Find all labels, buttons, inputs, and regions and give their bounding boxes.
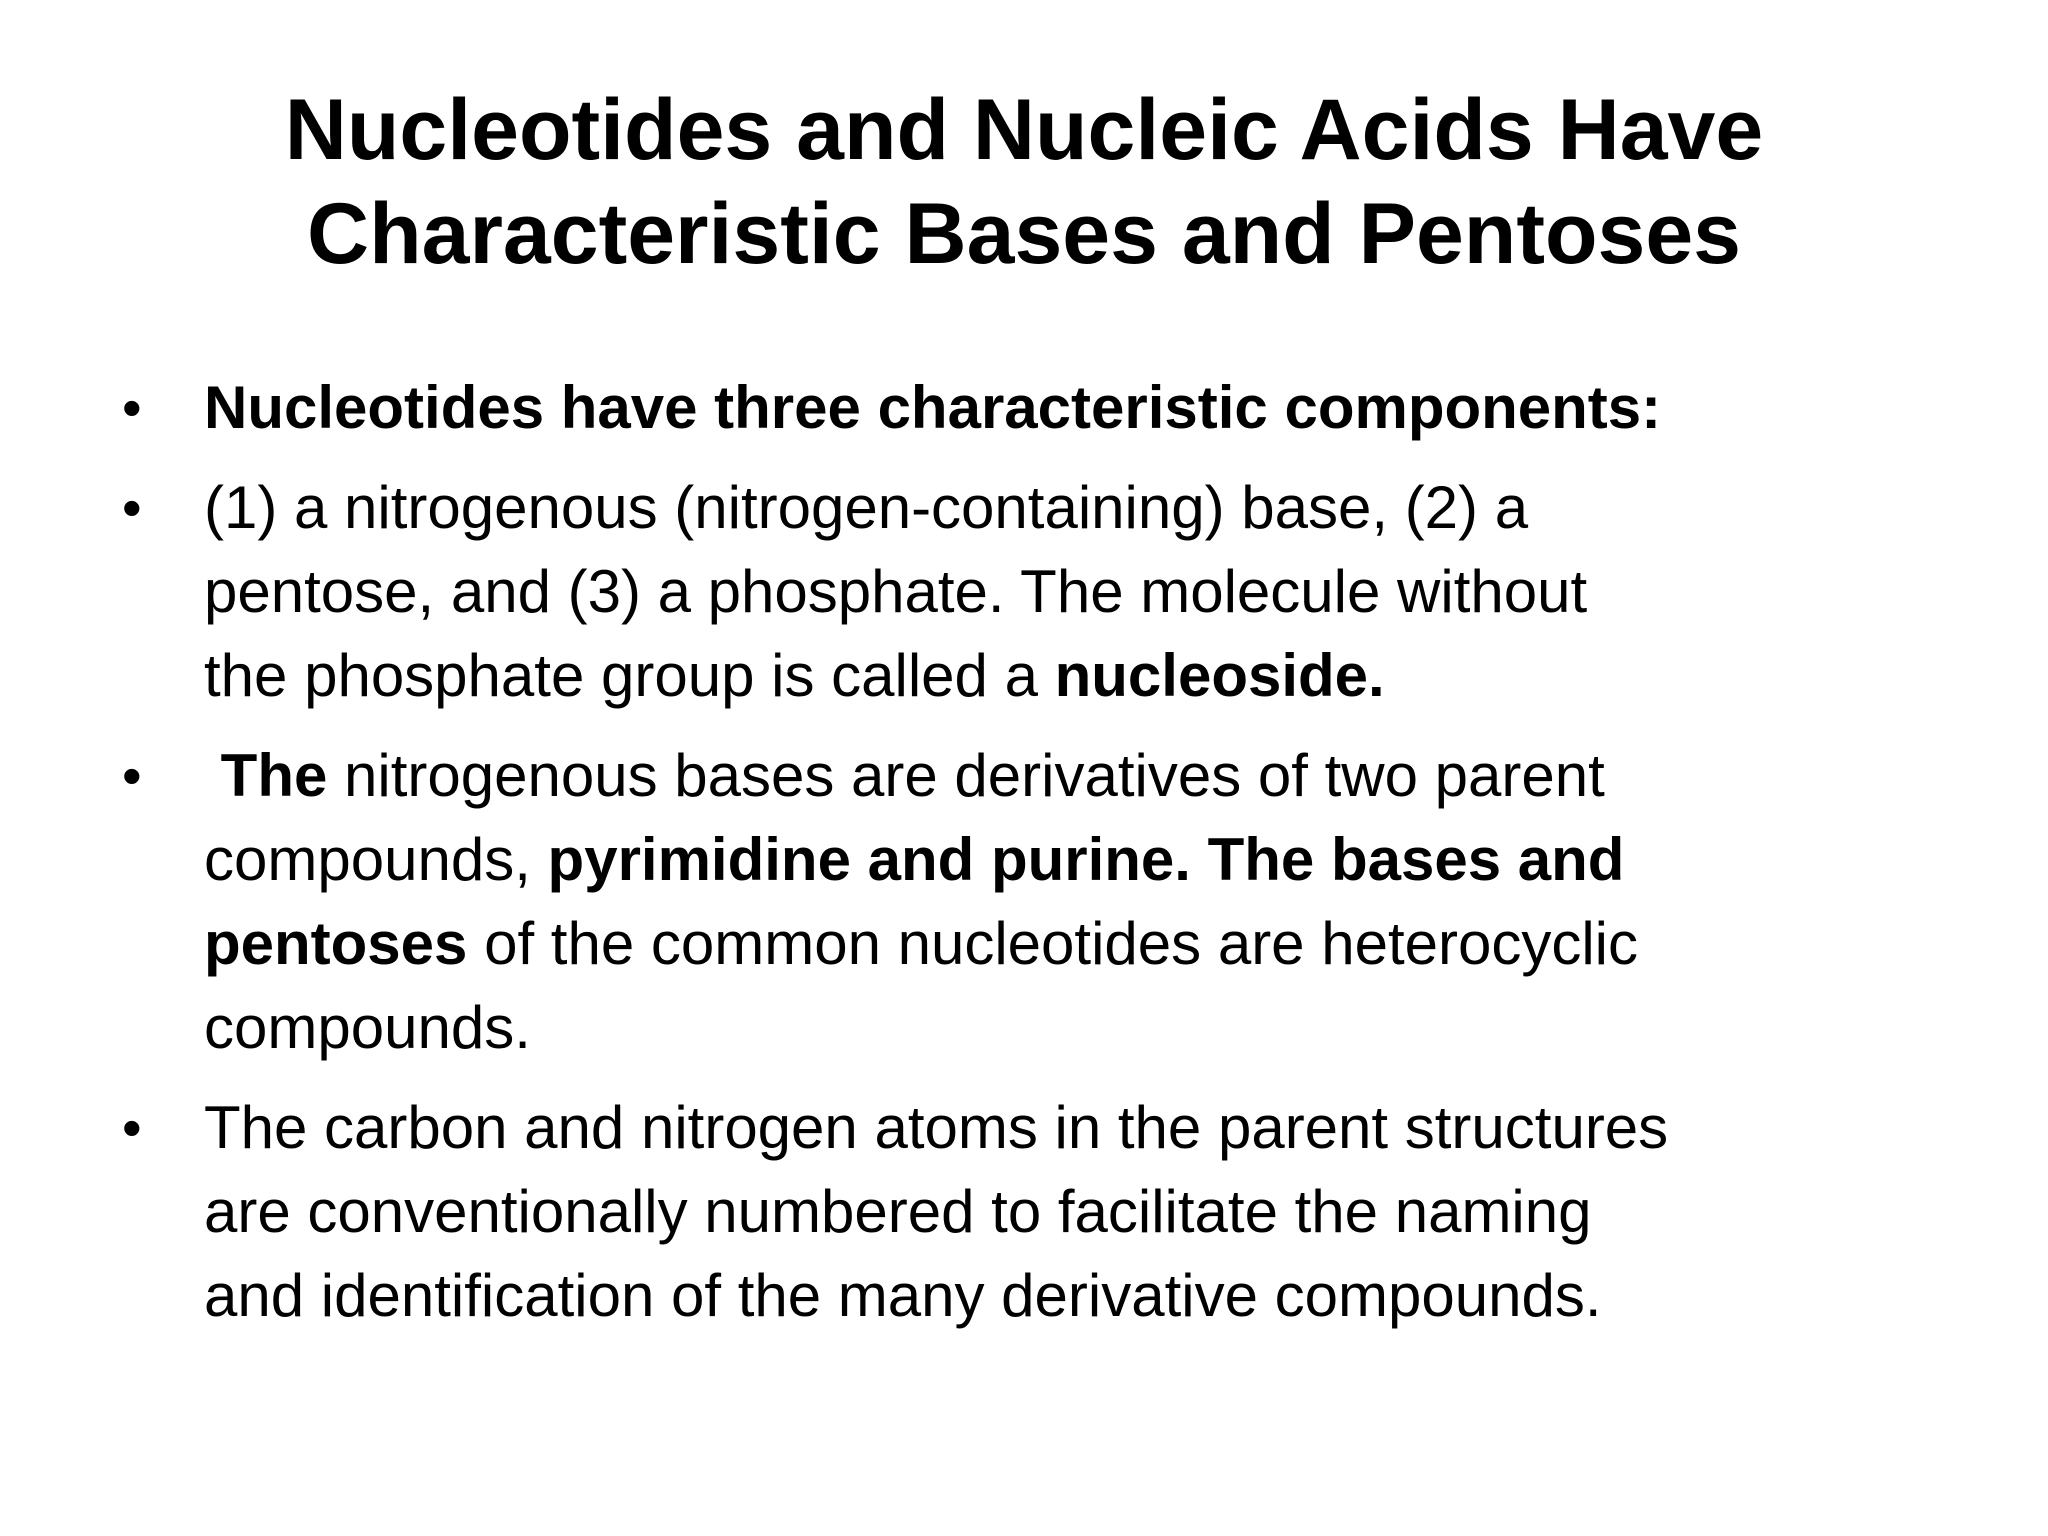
bullet-line: and identification of the many derivative compounds.: [204, 1262, 1602, 1329]
bullet-line: [204, 634, 1950, 718]
bullet-line-text: compounds,: [204, 826, 548, 893]
slide-title-line-1: Nucleotides and Nucleic Acids Have: [284, 82, 1764, 178]
bullet-line: [204, 818, 1950, 902]
bullet-item-components: [120, 366, 1950, 450]
bullet-line: Nucleotides have three characteristic components:: [204, 374, 1662, 441]
bullet-line-bold-text: pentoses: [204, 910, 468, 977]
bullet-line: are conventionally numbered to facilitate the naming: [204, 1178, 1592, 1245]
bullet-line: compounds.: [204, 994, 531, 1061]
bullet-line: [204, 902, 1950, 986]
bullet-line-bold-text: The: [220, 742, 328, 809]
bullet-item-numbering: [120, 1086, 1950, 1338]
bullet-line: The carbon and nitrogen atoms in the parent structures: [204, 1094, 1669, 1161]
bullet-line-bold-text: nucleoside.: [1054, 642, 1385, 709]
slide-title: [120, 78, 1928, 286]
bullet-text: [204, 366, 1950, 450]
bullet-item-nucleoside: [120, 466, 1950, 718]
bullet-text: [204, 734, 1950, 1070]
slide-title-line-2: Characteristic Bases and Pentoses: [307, 186, 1741, 282]
bullet-line-text: of the common nucleotides are heterocyclic: [467, 910, 1639, 977]
bullet-item-bases: [120, 734, 1950, 1070]
bullet-line: (1) a nitrogenous (nitrogen-containing) base, (2) a: [204, 474, 1529, 541]
bullet-list: [120, 366, 1950, 1354]
bullet-text: [204, 466, 1950, 718]
bullet-dot-icon: •: [122, 1096, 142, 1159]
bullet-dot-icon: •: [122, 744, 142, 807]
bullet-dot-icon: •: [122, 476, 142, 539]
bullet-dot-icon: •: [122, 376, 142, 439]
bullet-line-text: the phosphate group is called a: [204, 642, 1055, 709]
bullet-line-text: nitrogenous bases are derivatives of two parent: [327, 742, 1605, 809]
bullet-text: [204, 1086, 1950, 1338]
bullet-line: pentose, and (3) a phosphate. The molecule without: [204, 558, 1588, 625]
bullet-line-bold-text: pyrimidine and purine. The bases and: [547, 826, 1625, 893]
bullet-line: [204, 734, 1950, 818]
